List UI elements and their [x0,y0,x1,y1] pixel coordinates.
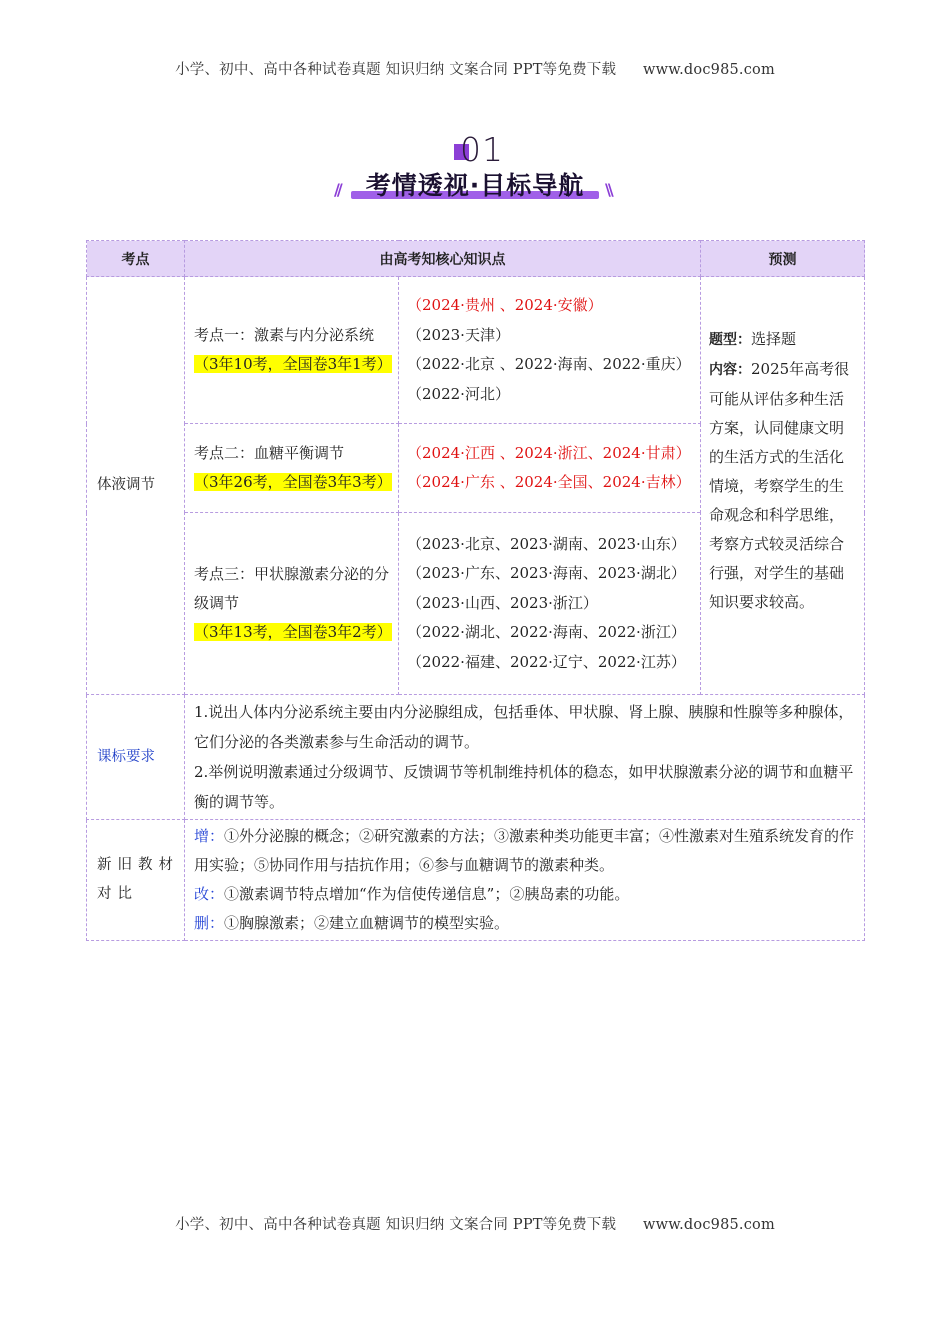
refs-highlight: （2024·贵州 、2024·安徽） [407,296,603,314]
refs-line: （2022·北京 、2022·海南、2022·重庆） [407,355,691,373]
refs-line: （2022·湖北、2022·海南、2022·浙江） [407,623,686,642]
header-site-link[interactable]: www.doc985.com [642,62,775,78]
comparison-row-add [194,822,855,880]
prediction-type-value: 选择题 [751,330,797,348]
refs-line: （2022·河北） [407,384,510,403]
comparison-cell [185,820,865,941]
refs-line: （2024·江西 、2024·浙江、2024·甘肃） [407,443,691,462]
comparison-row-delete [194,909,855,938]
topic-note: （3年26考，全国卷3年3考） [194,473,392,491]
refs-line: （2023·北京、2023·湖南、2023·山东） [407,534,686,553]
topic-name: 考点二：血糖平衡调节 [194,444,345,462]
prediction-cell [701,277,865,695]
refs-line: （2024·广东 、2024·全国、2024·吉林） [407,473,691,491]
refs-cell-2 [399,424,701,513]
header-cell-knowledge: 由高考知核心知识点 [185,241,701,277]
standards-cell [185,695,865,820]
table-row [87,820,865,941]
topic-note: （3年10考，全国卷3年1考） [194,355,392,373]
topic-name: 考点一：激素与内分泌系统 [194,326,375,344]
topic-cell-1 [185,277,399,424]
refs-text: （2023·天津） [407,325,510,344]
comparison-text: ①胸腺激素；②建立血糖调节的模型实验。 [224,914,510,932]
comparison-text: ①外分泌腺的概念；②研究激素的方法；③激素种类功能更丰富；④性激素对生殖系统发育的作用实验；⑤协同作用与拮抗作用；⑥参与血糖调节的激素种类。 [194,827,855,874]
topic-cell-3 [185,513,399,695]
comparison-label-cell: 新旧教材对比 [87,820,185,941]
refs-line: （2023·广东、2023·海南、2023·湖北） [407,564,686,583]
footer-site-link[interactable]: www.doc985.com [642,1217,775,1233]
table-row [87,695,865,820]
banner-deco-right: \\ [605,180,611,199]
refs-cell-1 [399,277,701,424]
comparison-row-change [194,880,855,909]
comparison-prefix: 删： [194,914,225,932]
table-header-row [87,241,865,277]
header-text: 小学、初中、高中各种试卷真题 知识归纳 文案合同 PPT等免费下载 [175,62,617,78]
refs-line: （2023·山西、2023·浙江） [407,593,598,612]
standards-label-cell: 课标要求 [87,695,185,820]
comparison-prefix: 增： [194,827,225,845]
banner-deco-left: // [334,180,340,199]
refs-cell-3 [399,513,701,695]
comparison-text: ①激素调节特点增加“作为信使传递信息”；②胰岛素的功能。 [224,885,630,903]
refs-line: （2022·福建、2022·辽宁、2022·江苏） [407,652,686,671]
topic-cell-2 [185,424,399,513]
footer-text: 小学、初中、高中各种试卷真题 知识归纳 文案合同 PPT等免费下载 [175,1217,617,1233]
topic-name: 考点三：甲状腺激素分泌的分级调节 [194,565,390,612]
prediction-content-label: 内容： [709,362,751,378]
comparison-prefix: 改： [194,885,225,903]
category-cell: 体液调节 [87,277,185,695]
header-cell-prediction: 预测 [701,241,865,277]
topic-note: （3年13考，全国卷3年2考） [194,623,392,641]
prediction-content-value: 2025年高考很可能从评估多种生活方案，认同健康文明的生活方式的生活化情境，考察学生的生命观念和科学思维，考察方式较灵活综合行强，对学生的基础知识要求较高。 [709,360,850,611]
section-banner [0,128,950,208]
section-title: 考情透视·目标导航 [365,171,585,200]
standards-item: 1.说出人体内分泌系统主要由内分泌腺组成，包括垂体、甲状腺、肾上腺、胰腺和性腺等多种腺体，它们分泌的各类激素参与生命活动的调节。 [194,703,854,751]
header-cell-topic: 考点 [87,241,185,277]
table-row [87,277,865,424]
page-footer [0,1213,950,1234]
page-header [0,58,950,79]
prediction-type-label: 题型： [709,332,751,348]
standards-item: 2.举例说明激素通过分级调节、反馈调节等机制维持机体的稳态，如甲状腺激素分泌的调节和血糖平衡的调节等。 [194,763,854,811]
section-number: 01 [460,130,504,169]
exam-overview-table [86,240,865,941]
